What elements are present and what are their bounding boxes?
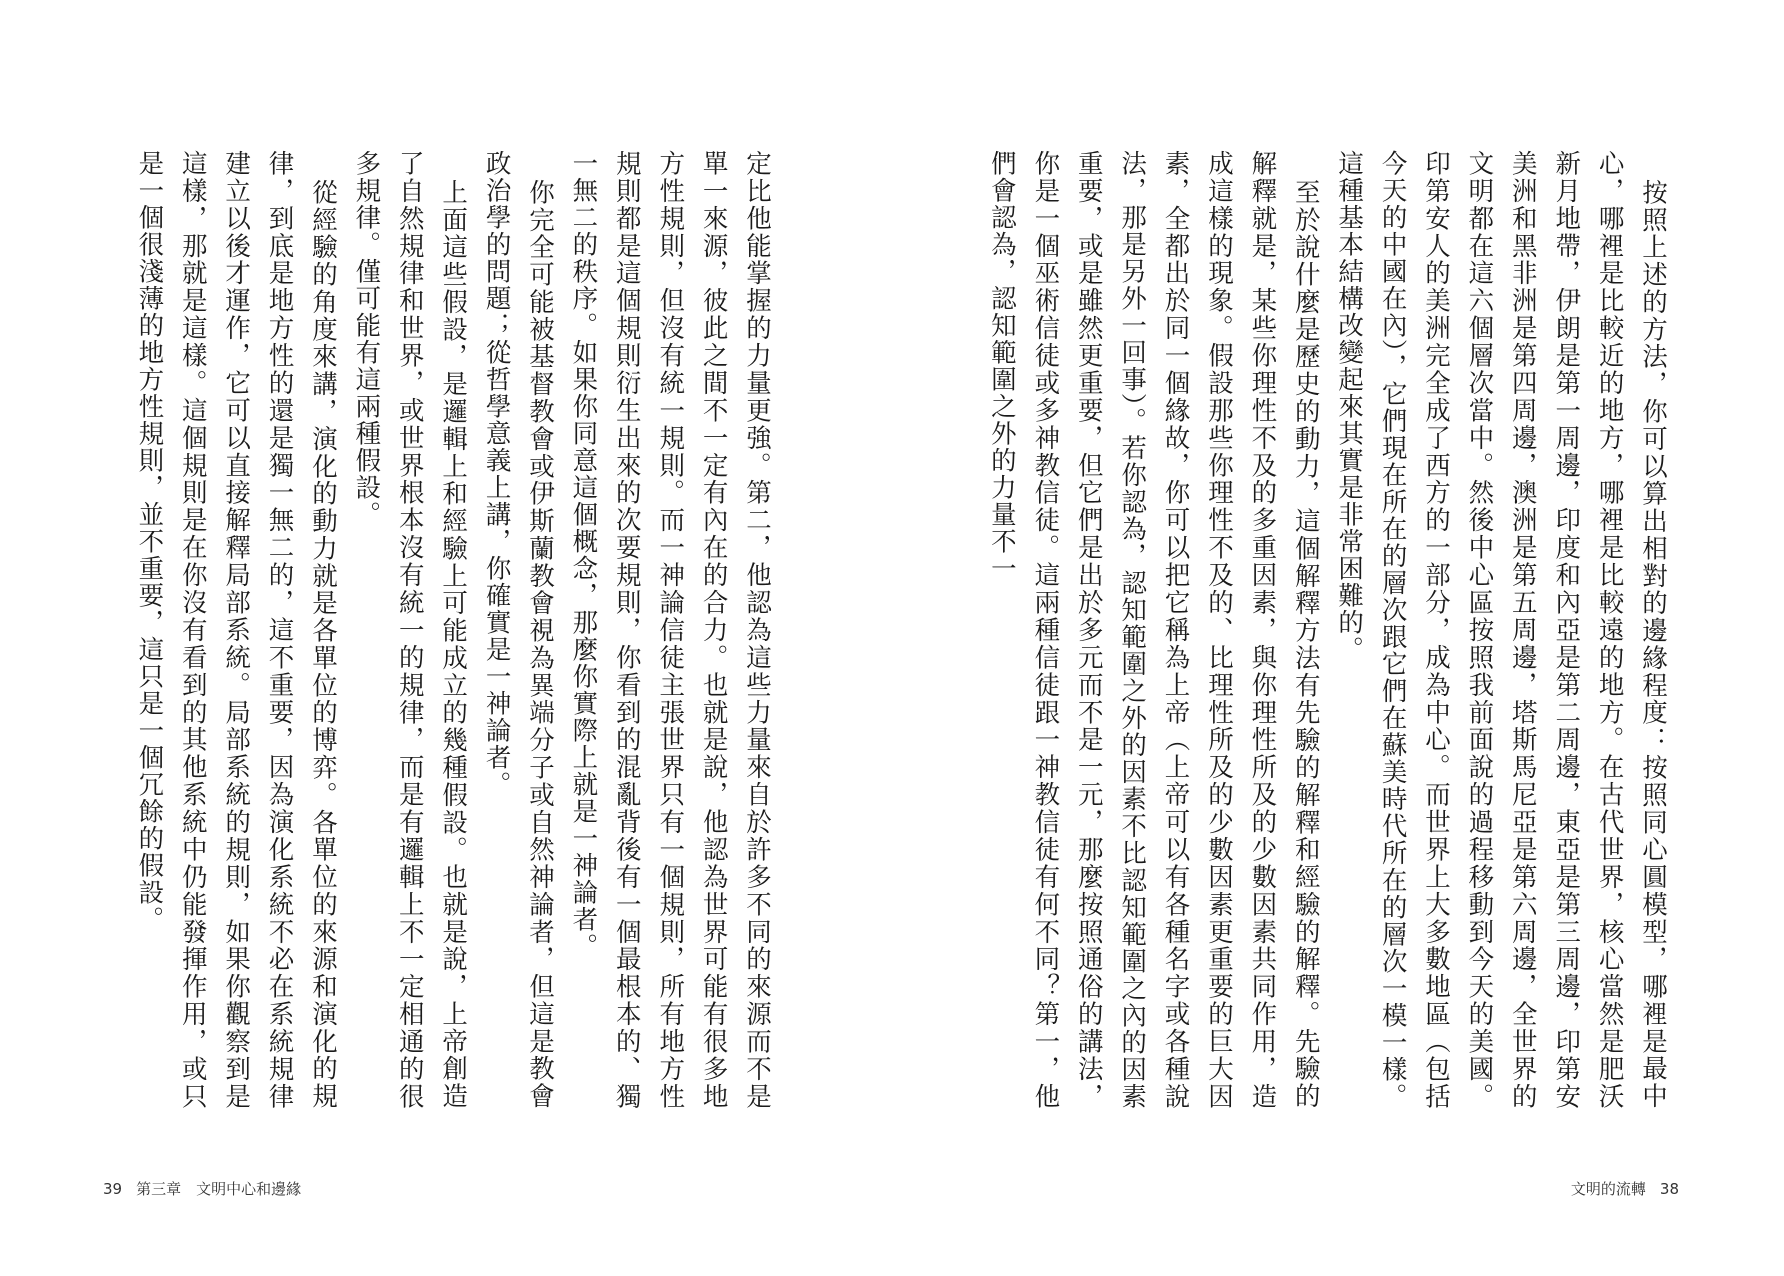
paragraph: 你完全可能被基督教會或伊斯蘭教會視為異端分子或自然神論者，但這是教會政治學的問題；從哲學意義上講，你確實是一神論者。 xyxy=(481,150,555,1110)
left-page-footer xyxy=(103,1178,310,1199)
right-page-body xyxy=(974,150,1674,1110)
right-page xyxy=(892,0,1784,1276)
left-page-body xyxy=(128,150,778,1110)
paragraph: 至於說什麼是歷史的動力，這個解釋方法有先驗的解釋和經驗的解釋。先驗的解釋就是，某些你理性不及的多重因素，與你理性所及的少數因素共同作用，造成這樣的現象。假設那些你理性不及的、比理性所及的少數因素更重要的巨大因素，全都出於同一個緣故，你可以把它稱為上帝（上帝可以有各種名字或各種說法，那是另外一回事）。若你認為，認知範圍之外的因素不比認知範圍之內的因素重要，或是雖然更重要，但它們是出於多元而不是一元，那麼按照通俗的講法，你是一個巫術信徒或多神教信徒。這兩種信徒跟一神教信徒有何不同？第一，他們會認為，認知範圍之外的力量不一 xyxy=(986,150,1321,1110)
paragraph: 從經驗的角度來講，演化的動力就是各單位的博弈。各單位的來源和演化的規律，到底是地方性的還是獨一無二的，這不重要，因為演化系統不必在系統規律建立以後才運作，它可以直接解釋局部系統。局部系統的規則，如果你觀察到是這樣，那就是這樣。這個規則是在你沒有看到的其他系統中仍能發揮作用，或只是一個很淺薄的地方性規則，並不重要，這只是一個冗餘的假設。 xyxy=(134,150,338,1110)
right-page-footer xyxy=(1571,1178,1679,1199)
paragraph: 按照上述的方法，你可以算出相對的邊緣程度：按照同心圓模型，哪裡是最中心，哪裡是比較近的地方，哪裡是比較遠的地方。在古代世界，核心當然是肥沃新月地帶，伊朗是第一周邊，印度和內亞是第二周邊，東亞是第三周邊，印第安美洲和黑非洲是第四周邊，澳洲是第五周邊，塔斯馬尼亞是第六周邊，全世界的文明都在這六個層次當中。然後中心區按照我前面說的過程移動到今天的美國。印第安人的美洲完全成了西方的一部分，成為中心。而世界上大多數地區（包括今天的中國在內），它們現在所在的層次跟它們在蘇美時代所在的層次一模一樣。這種基本結構改變起來其實是非常困難的。 xyxy=(1334,150,1668,1110)
page-number: 39 xyxy=(103,1180,123,1198)
paragraph: 上面這些假設，是邏輯上和經驗上可能成立的幾種假設。也就是說，上帝創造了自然規律和世界，或世界根本沒有統一的規律，而是有邏輯上不一定相通的很多規律。僅可能有這兩種假設。 xyxy=(351,150,469,1110)
book-title: 文明的流轉 xyxy=(1570,1180,1646,1198)
chapter-title: 第三章 文明中心和邊緣 xyxy=(136,1180,302,1198)
page-number: 38 xyxy=(1659,1180,1679,1198)
paragraph-continuation: 定比他能掌握的力量更強。第二，他認為這些力量來自於許多不同的來源而不是單一來源，彼此之間不一定有內在的合力。也就是說，他認為世界可能有很多地方性規則，但沒有統一規則。而一神論信徒主張世界只有一個規則，所有地方性規則都是這個規則衍生出來的次要規則，你看到的混亂背後有一個最根本的、獨一無二的秩序。如果你同意這個概念，那麼你實際上就是一神論者。 xyxy=(568,150,772,1110)
